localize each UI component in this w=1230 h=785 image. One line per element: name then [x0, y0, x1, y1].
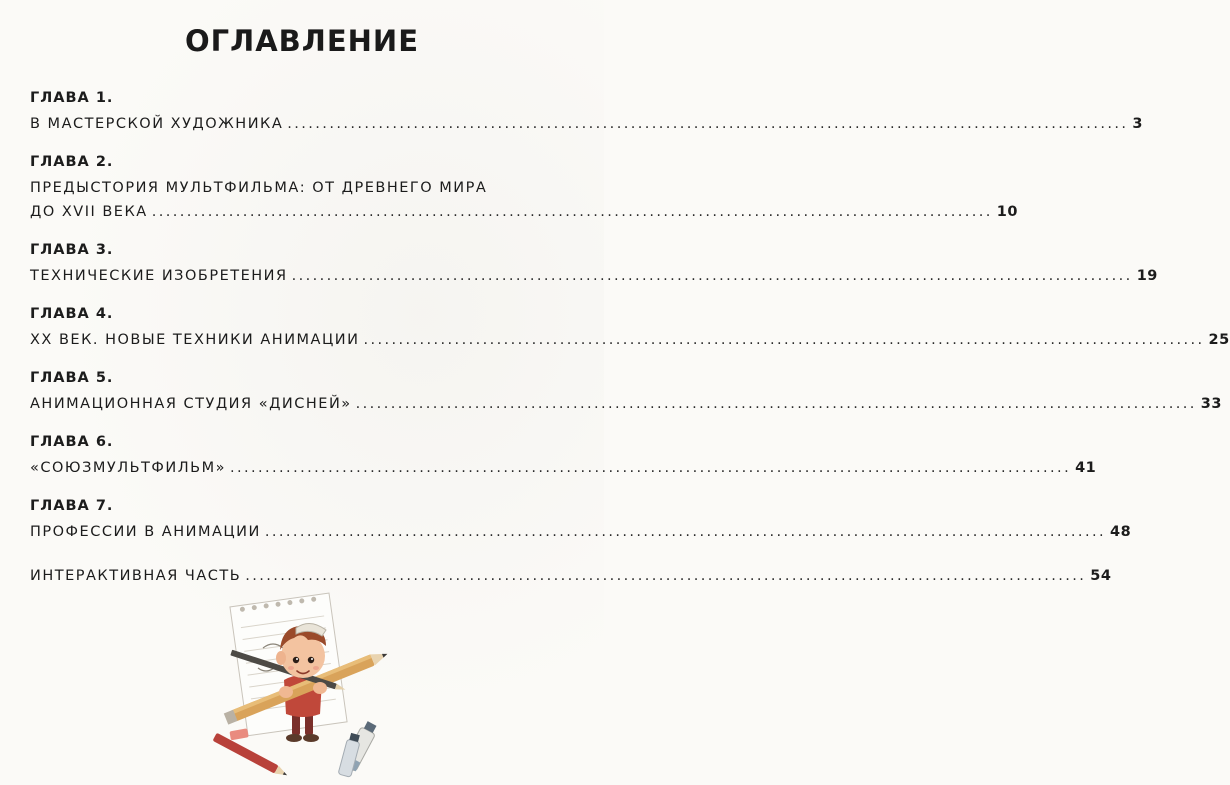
chapter-title: ПРОФЕССИИ В АНИМАЦИИ — [30, 524, 261, 540]
dot-leader: ........................................................................................................................ — [355, 396, 1197, 412]
chapter-title-line — [30, 176, 560, 200]
chapter-title: ПРЕДЫСТОРИЯ МУЛЬТФИЛЬМА: ОТ ДРЕВНЕГО МИРА — [30, 180, 488, 196]
chapter-title-continued: ДО XVII ВЕКА — [30, 204, 148, 220]
boy-with-pencils-illustration — [208, 580, 398, 780]
chapter-title-line — [30, 328, 1230, 352]
chapter-title: «СОЮЗМУЛЬТФИЛЬМ» — [30, 460, 226, 476]
chapter-title-line — [30, 200, 1018, 224]
chapter-label: ГЛАВА 2. — [30, 154, 114, 170]
page-number: 48 — [1109, 524, 1132, 540]
toc-entry-chapter-3[interactable] — [30, 236, 1158, 300]
page-number: 54 — [1090, 568, 1112, 584]
dot-leader: ........................................................................................................................ — [151, 204, 993, 220]
entry-title: ИНТЕРАКТИВНАЯ ЧАСТЬ — [30, 568, 242, 584]
page-number: 19 — [1136, 268, 1158, 284]
chapter-title-line — [30, 264, 1158, 288]
toc-entry-chapter-7[interactable] — [30, 492, 1132, 556]
chapter-title: В МАСТЕРСКОЙ ХУДОЖНИКА — [30, 116, 284, 132]
dot-leader: ........................................................................................................................ — [287, 116, 1129, 132]
page-number: 10 — [996, 204, 1018, 220]
chapter-title-line — [30, 112, 1143, 136]
chapter-label: ГЛАВА 7. — [30, 498, 114, 514]
chapter-label: ГЛАВА 3. — [30, 242, 114, 258]
toc-entry-chapter-1[interactable] — [30, 84, 1143, 148]
chapter-label: ГЛАВА 4. — [30, 306, 114, 322]
toc-entry-chapter-5[interactable] — [30, 364, 1222, 428]
page-title: ОГЛАВЛЕНИЕ — [184, 24, 419, 58]
dot-leader: ........................................................................................................................ — [229, 460, 1072, 476]
chapter-title-line — [30, 456, 1097, 480]
dot-leader: ........................................................................................................................ — [245, 568, 1087, 584]
toc-entry-chapter-2[interactable] — [30, 148, 1018, 236]
toc-entry-chapter-4[interactable] — [30, 300, 1230, 364]
table-of-contents — [30, 84, 1230, 604]
page-number: 33 — [1200, 396, 1222, 412]
chapter-label: ГЛАВА 6. — [30, 434, 114, 450]
chapter-title: ТЕХНИЧЕСКИЕ ИЗОБРЕТЕНИЯ — [30, 268, 288, 284]
chapter-title: XX ВЕК. НОВЫЕ ТЕХНИКИ АНИМАЦИИ — [30, 332, 360, 348]
chapter-title-line — [30, 392, 1222, 416]
toc-entry-chapter-6[interactable] — [30, 428, 1097, 492]
chapter-label: ГЛАВА 5. — [30, 370, 114, 386]
dot-leader: ........................................................................................................................ — [264, 524, 1106, 540]
chapter-label: ГЛАВА 1. — [30, 90, 114, 106]
dot-leader: ........................................................................................................................ — [291, 268, 1133, 284]
page-number: 25 — [1208, 332, 1230, 348]
page-number: 41 — [1075, 460, 1097, 476]
chapter-title: АНИМАЦИОННАЯ СТУДИЯ «ДИСНЕЙ» — [30, 396, 352, 412]
page-number: 3 — [1132, 116, 1143, 132]
chapter-title-line — [30, 520, 1132, 544]
dot-leader: ........................................................................................................................ — [363, 332, 1205, 348]
